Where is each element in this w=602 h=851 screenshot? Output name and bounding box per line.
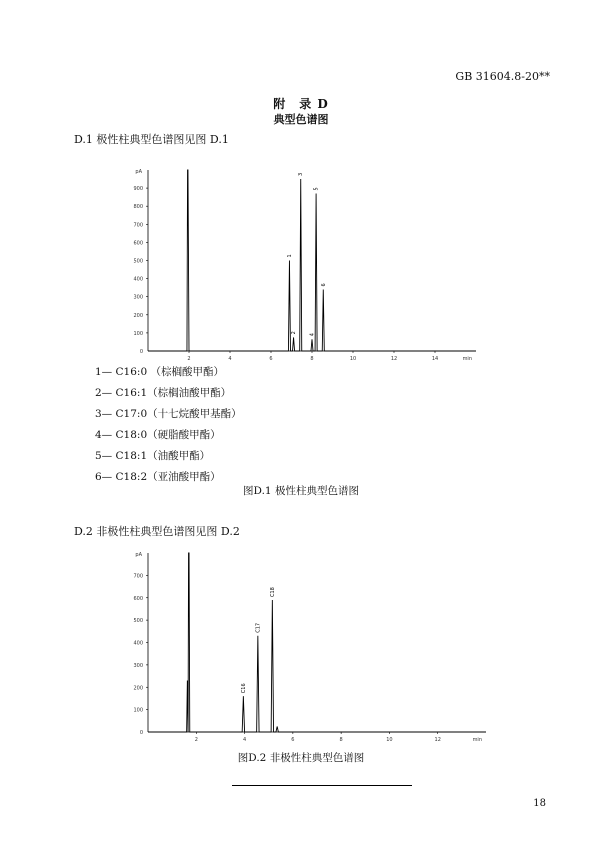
appendix-label: 附 录 D	[273, 97, 329, 111]
chart2-y-tick-label: 300	[133, 662, 143, 669]
chart2-x-unit: min	[472, 737, 482, 743]
chart1-y-tick-label: 400	[133, 276, 143, 283]
chart2-x-tick-label: 8	[339, 737, 343, 743]
legend-item-4: 4— C18:0（硬脂酸甲酯）	[95, 429, 221, 441]
chart1-peak-label: 1	[286, 254, 293, 258]
chart1-y-tick-label: 600	[133, 240, 143, 247]
chart2-x-tick-label: 2	[194, 737, 198, 743]
chart2-y-tick-label: 500	[133, 618, 143, 625]
chart2-peak-label: C18	[269, 587, 276, 597]
chart1-peak-label: 3	[298, 172, 305, 177]
chart1-peak-label: 5	[313, 187, 320, 191]
legend-item-2: 2— C16:1（棕榈油酸甲酯）	[95, 387, 232, 399]
chart2-y-tick-label: 700	[133, 573, 143, 580]
section-heading-d2: D.2 非极性柱典型色谱图见图 D.2	[74, 525, 240, 538]
figure1-caption: 图D.1 极性柱典型色谱图	[243, 485, 359, 497]
legend-item-3: 3— C17:0（十七烷酸甲基酯）	[95, 408, 242, 420]
chart2-series-line	[148, 553, 486, 732]
chart2-x-tick-label: 12	[434, 737, 441, 743]
legend-item-6: 6— C18:2（亚油酸甲酯）	[95, 471, 221, 483]
chart1-peak-label: 2	[291, 331, 298, 335]
chart1-x-tick-label: 2	[187, 356, 191, 362]
chart1-y-tick-label: 300	[133, 294, 143, 301]
chart1-series-line	[148, 170, 476, 351]
chart1-x-tick-label: 10	[349, 356, 357, 362]
section-heading-d1: D.1 极性柱典型色谱图见图 D.1	[74, 133, 229, 146]
chart2-y-unit: pA	[135, 552, 142, 558]
chart2-x-tick-label: 6	[291, 737, 295, 743]
chart1-y-tick-label: 900	[133, 186, 143, 193]
page-number: 18	[533, 798, 546, 809]
chart2-y-tick-label: 400	[133, 640, 143, 647]
chart1-x-tick-label: 8	[310, 356, 314, 362]
chart1-x-tick-label: 14	[431, 356, 439, 362]
chart2-y-tick-label: 100	[133, 707, 143, 714]
chart1-y-tick-label: 200	[133, 312, 143, 319]
legend-item-5: 5— C18:1（油酸甲酯）	[95, 450, 211, 462]
chart2-x-tick-label: 10	[386, 737, 393, 743]
chart1-y-tick-label: 500	[133, 258, 143, 265]
chart2-y-tick-label: 600	[133, 595, 143, 602]
chart1-peak-label: 6	[320, 283, 327, 287]
chart1-y-unit: pA	[135, 169, 142, 175]
chart1-y-tick-label: 700	[133, 222, 143, 229]
figure2-caption: 图D.2 非极性柱典型色谱图	[237, 752, 365, 764]
appendix-title: 典型色谱图	[273, 113, 329, 126]
standard-code: GB 31604.8-20**	[455, 70, 550, 83]
chart1-x-tick-label: 6	[269, 356, 273, 362]
legend-item-1: 1— C16:0 （棕榈酸甲酯）	[95, 366, 224, 378]
chart1-x-tick-label: 12	[390, 356, 398, 362]
chart1-y-tick-label: 800	[133, 204, 143, 211]
chart2-x-tick-label: 4	[242, 737, 247, 743]
chart1-y-tick-label: 100	[133, 330, 143, 337]
chart2-y-tick-label: 0	[139, 730, 143, 736]
chart1-x-tick-label: 4	[228, 356, 232, 362]
chart1-peak-label: 4	[309, 333, 316, 337]
chart2-peak-label: C17	[255, 622, 262, 633]
chart1-x-unit: min	[462, 356, 472, 362]
chart2-y-tick-label: 200	[133, 685, 143, 692]
chart2-peak-label: C16	[240, 683, 247, 694]
chart1-y-tick-label: 0	[139, 349, 143, 355]
footer-rule	[232, 785, 412, 786]
